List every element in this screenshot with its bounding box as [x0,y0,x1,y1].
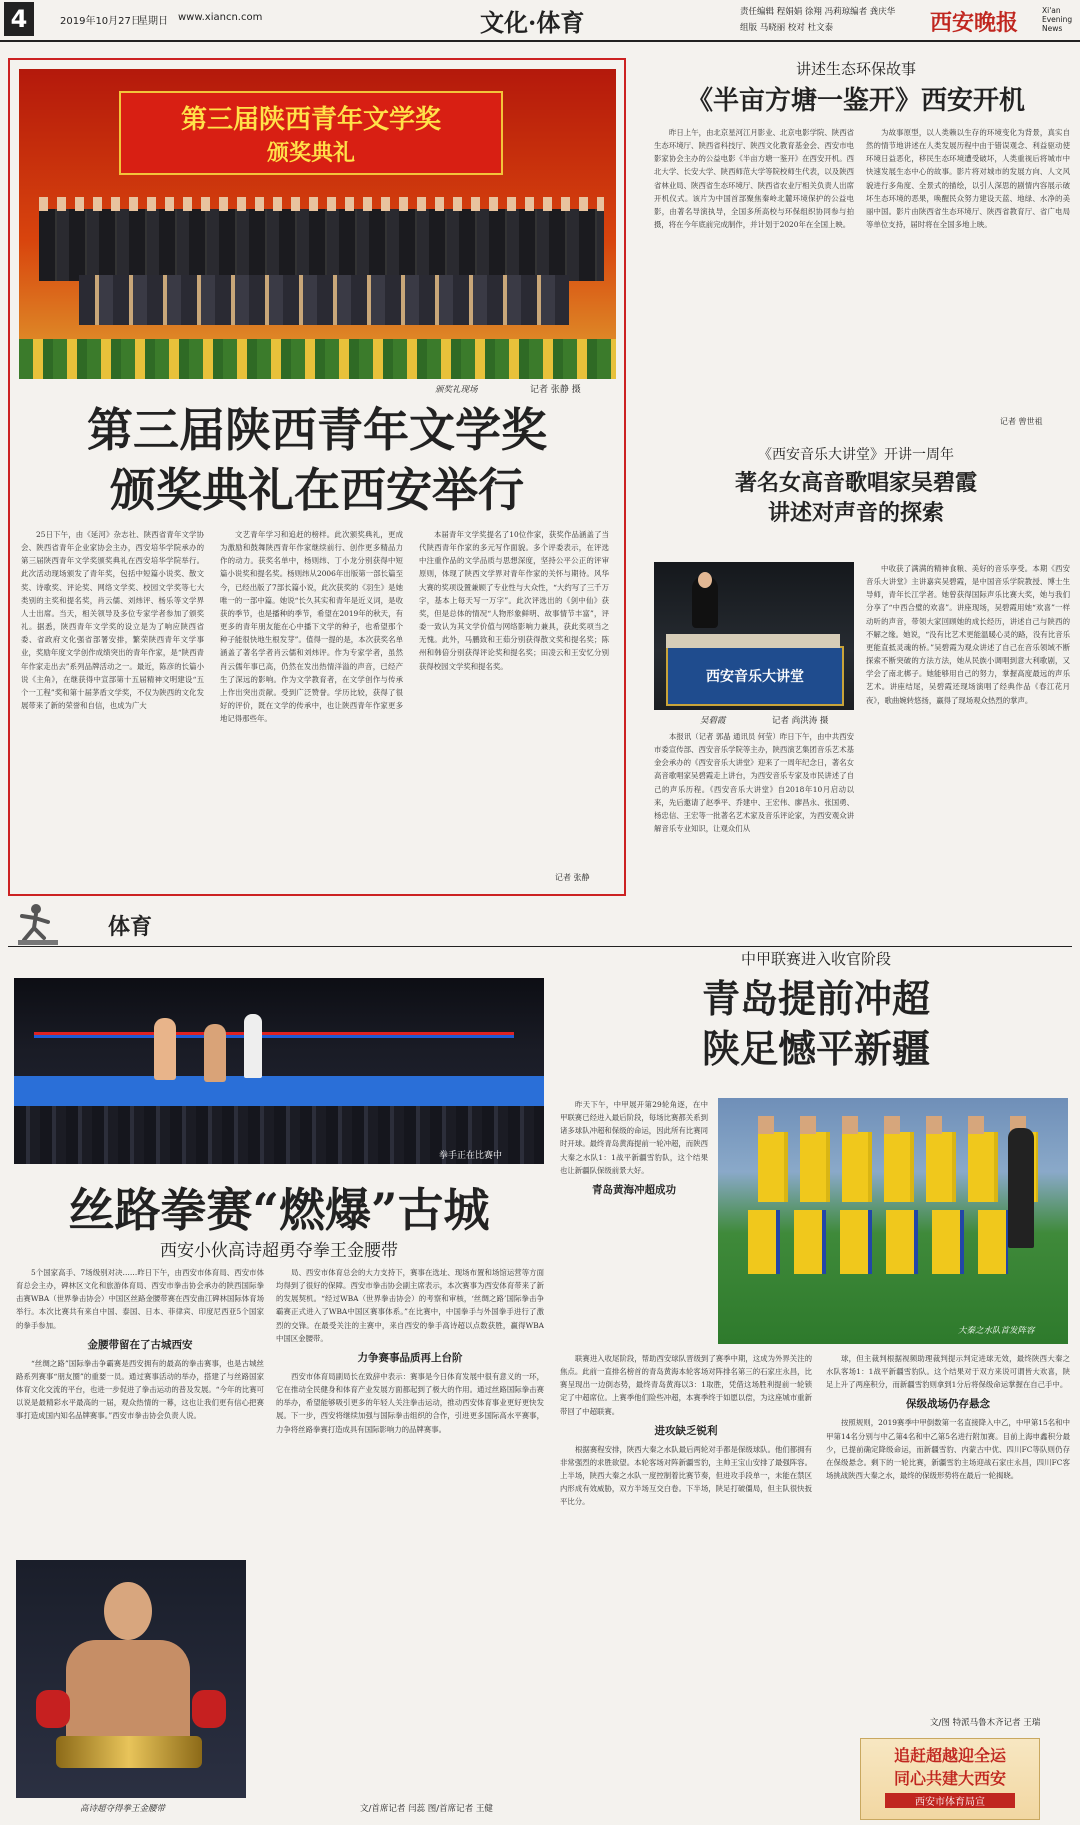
editors-line-2: 组版 马晓丽 校对 杜文泰 [740,23,834,33]
sports-bureau-ad [860,1738,1040,1820]
football-subtitle-3: 保级战场仍存悬念 [906,1398,990,1411]
football-byline: 文/图 特派马鲁木齐记者 王瑞 [930,1718,1041,1728]
boxer-2 [204,1024,226,1082]
boxing-byline: 文/首席记者 闫蕊 图/首席记者 王健 [360,1804,493,1814]
football-col-1 [560,1098,708,1344]
masthead [0,0,1080,42]
banner-line-1: 第三届陕西青年文学奖 [180,105,441,135]
speaker-face [698,572,712,588]
football-subtitle-1: 青岛黄海冲超成功 [592,1183,676,1196]
headline-music-line-1: 著名女高音歌唱家吴碧霞 [734,470,977,496]
glove-right [192,1690,226,1728]
banner-line-2: 颁奖典礼 [266,140,355,166]
champion-belt [56,1736,202,1768]
masthead-weekday: 星期日 [138,16,168,27]
article-headline [20,400,614,520]
podium [666,646,844,706]
photo-credit: 记者 张静 摄 [530,385,581,395]
section-title: 文化·体育 [480,8,585,37]
ecology-film-col-1: 昨日上午，由北京星河江月影业、北京电影学院、陕西省生态环境厅、陕西省科技厅、陕西文化教育基金会、西安市电影家协会主办的公益电影《半亩方塘一鉴开》在西安开机。西北大学、长安大学、陕西师范大学等院校师生代表，以及陕西省林业局、陕西省生态环境厅、陕西省农业厅相关负责人出席开机仪式。该片为中国首部聚焦秦岭北麓环境保护的公益电影，由著名导演执导，全国多所高校与环保组织协同参与拍摄，将在今年底前完成制作，并计划于2020年在全国上映。 [654,128,854,230]
team-back-row [758,1132,1038,1202]
article-body-col-2: 文艺青年学习和追赶的榜样。此次颁奖典礼，更成为激励和鼓舞陕西青年作家继续前行、创作更多精品力作的动力。获奖名单中，杨则纬、丁小龙分别获得中短篇小说奖和提名奖。杨则纬从2006年出版第一部长篇至今，已经出版了7部长篇小说，此次获奖的《羽生》是她唯一的一部中篇。她说“长久其实和青年是近义词，是收获的季节，也是播种的季节，希望在2019年的秋天，有更多的青年朋友能在心中播下文学的种子，也希望那个种子能很快地生根发芽”。值得一提的是，本次获奖名单涵盖了著名学者肖云儒和刘炜评。作为专家学者，虽然肖云儒年事已高，仍然在发出热情洋溢的声音，已经产生了深远的影响。作为文学教育者，在文学创作与传承上作出突出贡献。受到广泛赞誉。学历比较，获得了很好的评价，既在文学的传承中，也让陕西青年作家更多地记得那些年。 [220,530,403,724]
music-lecture-col-1: 本报讯（记者 郭晶 通讯员 何莹）昨日下午，由中共西安市委宣传部、西安音乐学院等主办，陕西演艺集团音乐艺术基金会承办的《西安音乐大讲堂》迎来了一周年纪念日，著名女高音歌唱家吴碧霞走上讲台，为西安音乐专家及市民讲述了自己的声乐历程。《西安音乐大讲堂》自2018年10月启动以来，先后邀请了赵季平、乔建中、王宏伟、廖昌永、张国勇、杨忠信、王宏等一批著名艺术家及音乐评论家，为西安观众讲解音乐专业知识，让观众们从 [654,732,854,834]
football-col-1b-text: 联赛进入收尾阶段，帮助西安球队晋级到了赛季中期，这成为外界关注的焦点。此前一直排名榜首的青岛黄海本轮客场对阵排名第三的石家庄永昌，比赛呈现出一边倒态势，最终青岛黄海以3：1取胜，凭借这场胜利提前一轮锁定了中超席位。上赛季他们险些冲超，本赛季终于如愿以偿，为这座城市重新带回了中超联赛。 [560,1354,812,1416]
headline-ecology-film: 《半亩方塘一鉴开》西安开机 [686,86,1025,116]
boxing-photo-caption: 拳手正在比赛中 [439,1151,503,1161]
headline-line-2: 颁奖典礼在西安举行 [110,463,524,517]
kicker-ecology-film: 讲述生态环保故事 [795,60,916,78]
runner-statue-icon [14,902,66,946]
boxing-col-2-text: 局、西安市体育总会的大力支持下，赛事在选址、现场布置和场馆运营等方面均得到了很好的保障。西安市拳击协会副主席表示，本次赛事为西安体育带来了新的发展契机。“经过WBA（世界拳击协会）的考察和审核，‘丝绸之路’国际拳击争霸赛正式进入了WBA中国区赛事体系。”在比赛中，中国拳手与外国拳手进行了激烈的交锋。在最受关注的主赛中，来自西安的拳手高诗超以点数获胜，赢得WBA中国区金腰带。 [276,1268,544,1343]
sports-section-header [8,902,1072,947]
award-ceremony-photo [19,69,616,379]
ad-line-1: 追赶超越迎全运 [893,1746,1006,1765]
boxing-subhead: 西安小伙高诗超勇夺拳王金腰带 [160,1241,398,1261]
goalkeeper [1008,1128,1034,1248]
headline-music-lecture [640,468,1072,528]
football-col-2 [826,1352,1070,1712]
people-front-row [79,275,569,325]
boxing-headline: 丝路拳赛“燃爆”古城 [68,1183,490,1237]
boxing-col-1 [16,1266,264,1546]
paper-logo-en: Xi'an Evening News [1042,6,1073,33]
headline-football-line-2: 陕足憾平新疆 [701,1026,930,1071]
music-lecture-col-2: 中收获了满满的精神食粮、美好的音乐享受。本期《西安音乐大讲堂》主讲嘉宾吴碧霞，是中国音乐学院教授、博士生导师，青年长江学者。她曾获得国际声乐比赛大奖，她与我们分享了“中西合璧的欢喜”。讲座现场，吴碧霞用她“欢喜”一样动听的声音，带领大家回顾她的成长经历，讲述自己与陕西的不解之缘。她说，“没有比艺术更能温暖心灵的路，没有比音乐更能直抵灵魂的桥。”吴碧霞为观众讲述了自己在音乐领域不断探索不断突破的方法方法，她从民族小调唱到意大利歌剧，又学会了南北梆子。她能够用自己的努力，掌握高度最远的声乐艺术。讲座结尾，吴碧霞还现场演唱了经典作品《春江花月夜》，歌曲婉转悠扬，赢得了现场观众热烈的掌声。 [866,564,1070,705]
music-photo-caption: 吴碧霞 [700,716,726,726]
paper-logo: 西安晚报 [930,10,1019,36]
people-heads-row [39,197,604,211]
feature-box-youth-literature-award [8,58,626,896]
music-photo-credit: 记者 尚洪涛 摄 [772,716,829,726]
football-col-2-text: 球，但主裁判根据视频助理裁判提示判定进球无效，最终陕西大秦之水队客场1：1战平新疆雪豹队。这个结果对于双方来说可谓皆大欢喜，陕足上升了两座积分，而新疆雪豹则拿到1分后将保级命运掌握在自己手中。 [826,1354,1070,1390]
football-col-1-text: 昨天下午，中甲展开第29轮角逐，在中甲联赛已经进入最后阶段，每场比赛都关系到诸多球队冲超和保级的命运，因此所有比赛同时开球。最终青岛黄海提前一轮冲超，而陕西大秦之水队1：1战平新疆雪豹队，这个结果也让新疆队保级前景大好。 [560,1100,708,1175]
football-col-2b-text: 按照规则，2019赛季中甲倒数第一名直接降入中乙，中甲第15名和中甲第14名分别与中乙第4名和中乙第5名进行附加赛。目前上海申鑫积分最少，已提前确定降级命运，而新疆雪豹、内蒙古中优、四川FC等队则仍存在保级悬念。剩下的一轮比赛，新疆雪豹主场迎战石家庄永昌，四川FC客场挑战陕西大秦之水，最终的保级形势将在最后一轮揭晓。 [826,1418,1070,1481]
champion-photo [16,1560,246,1798]
podium-top [666,634,840,648]
glove-left [36,1690,70,1728]
football-team-photo [718,1098,1068,1344]
football-col-1c-text: 根据赛程安排，陕西大秦之水队最后两轮对手都是保级球队。他们都拥有非常强烈的求胜欲望。本轮客场对阵新疆雪豹，主帅王宝山安排了最强阵容。上半场，陕西大秦之水队一度控制着比赛节奏，但进攻手段单一，未能在禁区内形成有效威胁，双方半场互交白卷。下半场，陕足打破僵局，但主队很快扳平比分。 [560,1444,812,1507]
boxing-subtitle-1: 金腰带留在了古城西安 [87,1338,193,1351]
ring-ropes [34,1032,514,1082]
headline-football [560,974,1072,1074]
ecology-film-col-2: 为故事原型，以人类赖以生存的环境变化为背景，真实自然的情节地讲述在人类发展历程中由于错误观念、利益驱动使环境日益恶化，移民生态环境遭受破坏，人类重视后将城市中快速发展生态中心的故事。影片将对城市的发展方向、人文风貌进行多角度、全景式的描绘，以引人深思的剧情内容展示破坏生态环境的恶果，唤醒民众努力建设天蓝、地绿、水净的美丽中国。影片由陕西省生态环境厅、陕西省教育厅、省广电局等单位支持，届时将在全国多地上映。 [866,128,1070,230]
kicker-football: 中甲联赛进入收官阶段 [740,950,891,968]
boxing-col-1-text: 5个国家高手、7场级别对决……昨日下午，由西安市体育局、西安市体育总会主办，碑林区文化和旅游体育局、西安市拳击协会承办的陕西国际拳击赛WBA（世界拳击协会）中国区丝路金腰带赛在西安曲江碑林国际体育场举行。本次比赛共有来自中国、泰国、日本、菲律宾、印度尼西亚5个国家的拳手参加。 [16,1268,264,1330]
ring-canvas [14,1076,544,1106]
headline-line-1: 第三届陕西青年文学奖 [87,403,547,457]
stage-banner [119,91,503,175]
sports-section-title: 体育 [108,914,153,940]
masthead-url[interactable]: www.xiancn.com [178,12,263,23]
team-front-row [748,1210,1008,1274]
article-byline: 记者 张静 [555,873,590,882]
boxing-match-photo [14,978,544,1164]
referee [244,1014,262,1078]
photo-caption: 颁奖礼现场 [435,385,478,395]
flower-row [19,339,616,379]
music-lecture-photo [654,562,854,710]
boxing-col-2 [276,1266,544,1796]
football-subtitle-2: 进攻缺乏锐利 [654,1424,718,1437]
headline-football-line-1: 青岛提前冲超 [701,976,930,1021]
people-back-row [39,209,604,281]
page-number: 4 [4,2,34,36]
boxer-1 [154,1018,176,1080]
podium-banner: 西安音乐大讲堂 [706,669,804,685]
champion-photo-caption: 高诗超夺得拳王金腰带 [80,1804,166,1814]
article-body-col-3: 本届青年文学奖提名了10位作家，获奖作品涵盖了当代陕西青年作家的多元写作面貌。多个评委表示，在评选中注重作品的文学品质与思想深度，坚持公平公正的评审原则，体现了陕西文学界对青年作家的关怀与期待。风华大赛的奖项设置兼顾了专业性与大众性，“大约写了三千万字，基本上每天写一万字”。此次评选出的《剑中仙》获奖，但是总体的情况“人物形象鲜明、故事情节丰富”，评委一致认为其文学价值与网络影响力兼具，获此奖项当之无愧。此外，马鹏致和王茹分别获得散文奖和提名奖；陈州和韩倍分别获得评论奖和提名奖；田凌云和王安忆分别获得校园文学奖和提名奖。 [419,530,609,671]
editors-line: 责任编辑 程娟娟 徐翔 冯莉琼编者 龚庆华 [740,7,896,17]
boxing-col-2b-text: 西安市体育局副局长在致辞中表示：赛事是今日体育发展中很有意义的一环，它在推动全民健身和体育产业发展方面都起到了极大的作用。通过丝路国际拳击赛的举办，希望能够吸引更多的年轻人关注拳击运动，推动西安体育事业更好更快发展。下一步，西安将继续加强与国际拳击组织的合作，引进更多国际高水平赛事，力争将丝路拳赛打造成具有国际影响力的品牌赛事。 [276,1371,544,1434]
ad-line-3: 西安市体育局宣 [885,1793,1015,1808]
boxing-subtitle-2: 力争赛事品质再上台阶 [357,1351,463,1364]
champion-head [104,1582,152,1640]
masthead-date: 2019年10月27日 [60,16,141,27]
ecology-film-byline: 记者 曾世祖 [1000,417,1043,426]
kicker-music-lecture: 《西安音乐大讲堂》开讲一周年 [758,447,954,463]
ad-line-2: 同心共建大西安 [893,1769,1006,1788]
football-col-1-lower [560,1352,812,1800]
article-body-col-1: 25日下午，由《延河》杂志社、陕西省青年文学协会、陕西省青年企业家协会主办，西安培华学院承办的第三届陕西青年文学奖颁奖典礼在西安培华学院举行。此次活动现场颁发了青年奖，包括中短篇小说奖、散文奖、诗歌奖、评论奖、网络文学奖、校园文学奖等七大类别的主奖和提名奖，肖云儒、刘炜评、杨乐等文学界人士出席。当天，相关领导及多位专家学者参加了颁奖礼。据悉，陕西青年文学奖的设立是为了响应陕西省委、省政府文化强省部署安排，繁荣陕西青年文学事业，奖励年度文学创作成绩突出的青年作家，是“陕西青年作家走出去”系列品牌活动之一。最近，陈彦的长篇小说《主角》，在继获得中宣部第十五届精神文明建设“五个一工程”奖和第十届茅盾文学奖，不仅为陕西的文化发展带来了新的荣誉和自信，也成为广大 [21,530,204,711]
team-heads [758,1116,1038,1134]
football-photo-caption: 大秦之水队首发阵容 [958,1326,1035,1336]
boxing-col-1b-text: “丝绸之路”国际拳击争霸赛是西安拥有的最高的拳击赛事，也是古城丝路系列赛事“朋友圈”的重要一员。通过赛事活动的举办，搭建了与丝路国家体育文化交流的平台，也进一步促进了拳击运动的普及发展。“今年的比赛可以说是最精彩水平最高的一届，观众热情的一幕，这也让我们更有信心把赛事打造成国内知名品牌赛事。”西安市拳击协会负责人说。 [16,1358,264,1421]
headline-music-line-2: 讲述对声音的探索 [767,500,944,526]
